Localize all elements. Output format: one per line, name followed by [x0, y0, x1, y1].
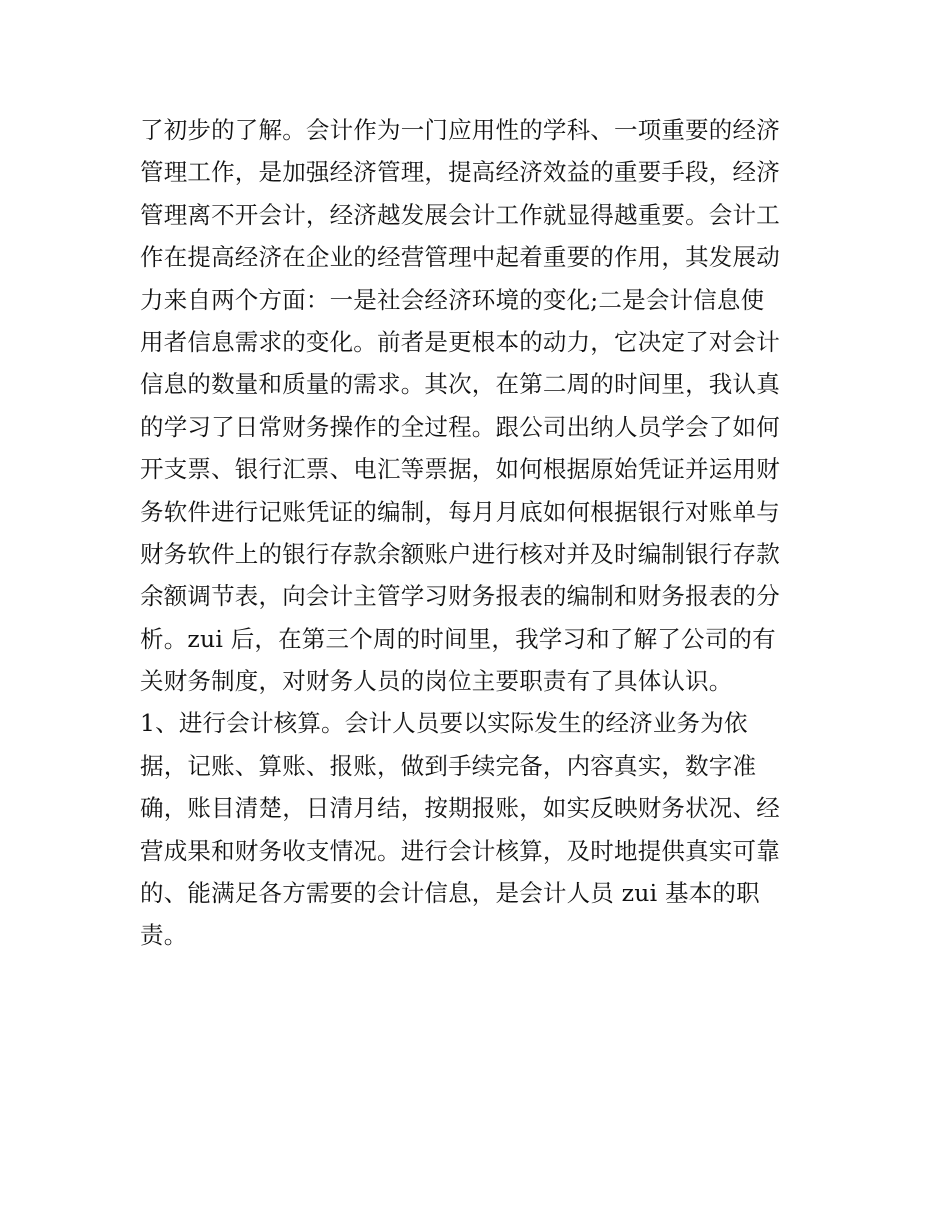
text-line: 营成果和财务收支情况。进行会计核算，及时地提供真实可靠	[140, 836, 780, 865]
text-line: 信息的数量和质量的需求。其次，在第二周的时间里，我认真	[140, 370, 780, 399]
text-line: 的、能满足各方需要的会计信息，是会计人员 zui 基本的职	[140, 879, 760, 908]
text-line: 关财务制度，对财务人员的岗位主要职责有了具体认识。	[140, 667, 733, 696]
text-line: 1、进行会计核算。会计人员要以实际发生的经济业务为依	[140, 709, 748, 738]
text-line: 开支票、银行汇票、电汇等票据，如何根据原始凭证并运用财	[140, 455, 780, 484]
text-line: 确，账目清楚，日清月结，按期报账，如实反映财务状况、经	[140, 794, 780, 823]
text-line: 力来自两个方面：一是社会经济环境的变化;二是会计信息使	[140, 285, 765, 314]
text-line: 作在提高经济在企业的经营管理中起着重要的作用，其发展动	[140, 243, 780, 272]
text-line: 财务软件上的银行存款余额账户进行核对并及时编制银行存款	[140, 539, 780, 568]
text-line: 用者信息需求的变化。前者是更根本的动力，它决定了对会计	[140, 327, 780, 356]
text-line: 的学习了日常财务操作的全过程。跟公司出纳人员学会了如何	[140, 412, 780, 441]
text-line: 责。	[140, 921, 188, 950]
body-text	[140, 109, 820, 957]
text-line: 据，记账、算账、报账，做到手续完备，内容真实，数字准	[140, 751, 757, 780]
text-line: 余额调节表，向会计主管学习财务报表的编制和财务报表的分	[140, 582, 780, 611]
text-line: 管理工作，是加强经济管理，提高经济效益的重要手段，经济	[140, 158, 780, 187]
text-line: 务软件进行记账凭证的编制，每月月底如何根据银行对账单与	[140, 497, 780, 526]
text-line: 了初步的了解。会计作为一门应用性的学科、一项重要的经济	[140, 116, 780, 144]
text-line: 管理离不开会计，经济越发展会计工作就显得越重要。会计工	[140, 200, 780, 229]
text-line: 析。zui 后，在第三个周的时间里，我学习和了解了公司的有	[140, 624, 776, 653]
